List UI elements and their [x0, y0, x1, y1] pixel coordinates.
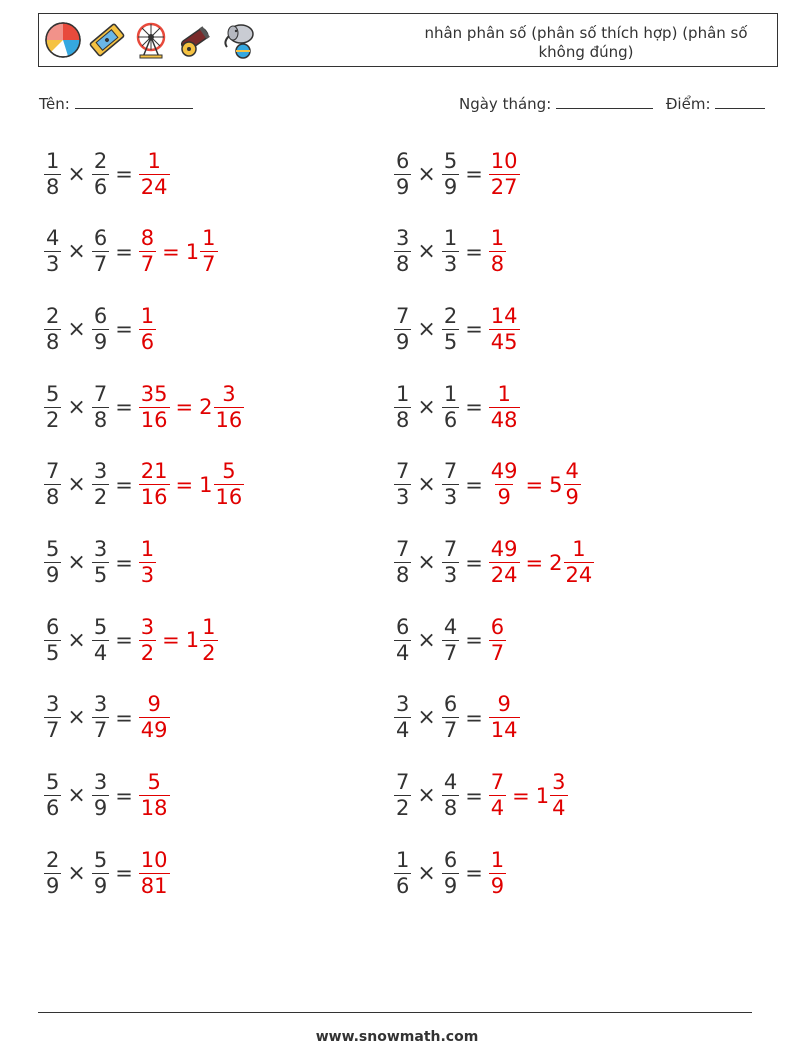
problem-item: [394, 375, 520, 439]
factor-b-numerator: 3: [93, 692, 108, 717]
answer-fraction: [139, 382, 170, 433]
problem-item: [44, 220, 218, 284]
answer-fraction-numerator: 14: [490, 303, 518, 328]
mixed-whole: 1: [199, 472, 213, 497]
mixed-fraction-denominator: 24: [565, 563, 593, 587]
answer-fraction-numerator: 8: [140, 226, 155, 251]
factor-b: [92, 615, 109, 666]
factor-b-denominator: 9: [93, 873, 108, 898]
factor-a: [44, 149, 61, 200]
equals-sign-mixed: =: [162, 628, 180, 653]
factor-b-denominator: 3: [443, 563, 458, 587]
times-sign: ×: [67, 239, 86, 265]
answer-fraction-numerator: 1: [147, 148, 161, 173]
answer-fraction-denominator: 3: [140, 563, 155, 587]
factor-a-numerator: 5: [46, 381, 60, 406]
factor-a-denominator: 8: [396, 563, 410, 587]
answer-fraction-denominator: 14: [490, 718, 518, 743]
mixed-fraction: [564, 459, 581, 510]
factor-b-denominator: 4: [93, 640, 108, 665]
factor-a-numerator: 1: [396, 381, 410, 406]
answer-fraction-denominator: 48: [490, 407, 518, 432]
factor-b-denominator: 7: [443, 718, 458, 743]
factor-a: [394, 382, 411, 433]
factor-b: [92, 848, 109, 899]
mixed-fraction-denominator: 9: [565, 485, 579, 510]
answer-fraction-numerator: 10: [490, 148, 518, 173]
equals-sign-mixed: =: [175, 472, 194, 497]
mixed-fraction-numerator: 4: [565, 459, 579, 484]
problem-item: [44, 764, 170, 828]
factor-a: [394, 537, 411, 588]
equals-sign-mixed: =: [525, 550, 544, 575]
equals-sign-mixed: =: [175, 395, 194, 420]
mixed-whole: 1: [535, 783, 550, 808]
equals-sign: =: [465, 395, 483, 420]
mixed-fraction: [564, 537, 595, 588]
factor-b-numerator: 3: [93, 770, 108, 795]
factor-a-denominator: 6: [46, 796, 60, 821]
answer-fraction: [139, 770, 170, 821]
factor-b-denominator: 5: [93, 563, 108, 587]
answer-fraction: [139, 848, 170, 899]
answer-fraction-numerator: 1: [140, 537, 155, 561]
answer-fraction: [489, 149, 520, 200]
equals-sign: =: [115, 705, 133, 730]
factor-a: [44, 304, 61, 355]
factor-b-numerator: 6: [443, 692, 458, 717]
answer-fraction: [139, 149, 170, 200]
factor-a-denominator: 8: [46, 485, 60, 510]
mixed-whole: 5: [549, 472, 563, 497]
factor-b-numerator: 5: [443, 148, 458, 173]
answer-fraction: [489, 848, 506, 899]
answer-fraction-denominator: 7: [140, 252, 155, 277]
factor-b-numerator: 7: [443, 537, 458, 561]
equals-sign-mixed: =: [162, 239, 180, 264]
factor-a-denominator: 8: [396, 252, 410, 277]
answer-fraction: [139, 537, 156, 588]
factor-a-denominator: 8: [396, 407, 410, 432]
times-sign: ×: [417, 860, 436, 886]
factor-b: [442, 304, 459, 355]
answer-fraction-numerator: 49: [490, 459, 518, 484]
factor-b-numerator: 3: [93, 537, 108, 561]
factor-a: [44, 226, 61, 277]
times-sign: ×: [417, 316, 436, 342]
factor-b-denominator: 3: [443, 252, 458, 277]
factor-a: [44, 692, 61, 743]
factor-a-numerator: 6: [46, 614, 60, 639]
equals-sign: =: [115, 628, 133, 653]
answer-fraction-numerator: 1: [140, 303, 155, 328]
factor-a-denominator: 8: [46, 329, 60, 354]
factor-b-numerator: 6: [443, 847, 458, 872]
factor-b-numerator: 6: [93, 303, 108, 328]
factor-a: [394, 149, 411, 200]
factor-a-numerator: 7: [396, 770, 410, 795]
worksheet-title: nhân phân số (phân số thích hợp) (phân số không đúng): [424, 24, 748, 61]
times-sign: ×: [417, 161, 436, 187]
answer-fraction-numerator: 21: [140, 459, 168, 484]
factor-a-numerator: 7: [396, 459, 410, 484]
equals-sign: =: [465, 550, 483, 575]
factor-a-denominator: 2: [46, 407, 60, 432]
factor-b-numerator: 1: [443, 381, 458, 406]
answer-fraction-numerator: 5: [147, 770, 161, 795]
times-sign: ×: [67, 316, 86, 342]
problem-item: [394, 297, 520, 361]
factor-a: [44, 537, 61, 588]
factor-b: [442, 692, 459, 743]
problem-item: [394, 841, 506, 905]
factor-a-numerator: 3: [396, 226, 410, 251]
answer-fraction-denominator: 7: [490, 640, 505, 665]
answer-fraction-numerator: 7: [490, 770, 505, 795]
factor-a-denominator: 3: [46, 252, 60, 277]
equals-sign: =: [465, 705, 483, 730]
times-sign: ×: [67, 550, 86, 575]
answer-fraction-denominator: 8: [490, 252, 505, 277]
mixed-fraction: [214, 459, 245, 510]
answer-fraction-denominator: 27: [490, 174, 518, 199]
factor-b-denominator: 9: [93, 329, 108, 354]
name-label: Tên:: [39, 95, 70, 113]
equals-sign: =: [115, 317, 133, 342]
mixed-fraction-denominator: 7: [202, 252, 216, 277]
factor-b-denominator: 7: [443, 640, 458, 665]
answer-fraction-denominator: 18: [140, 796, 168, 821]
factor-b-denominator: 3: [443, 485, 458, 510]
factor-b: [442, 149, 459, 200]
problem-item: [394, 453, 581, 517]
answer-fraction-denominator: 9: [497, 485, 511, 510]
factor-b-numerator: 7: [93, 381, 108, 406]
factor-a-numerator: 1: [396, 847, 410, 872]
answer-fraction-denominator: 2: [140, 640, 155, 665]
factor-a-denominator: 8: [46, 174, 60, 199]
answer-fraction-denominator: 45: [490, 329, 518, 354]
factor-a-denominator: 2: [396, 796, 410, 821]
factor-b: [442, 459, 459, 510]
mixed-fraction-numerator: 1: [202, 614, 216, 639]
times-sign: ×: [417, 472, 436, 498]
factor-b: [92, 692, 109, 743]
mixed-fraction-denominator: 16: [215, 485, 243, 510]
footer-divider: [38, 1012, 752, 1013]
times-sign: ×: [417, 394, 436, 420]
equals-sign: =: [115, 861, 133, 886]
factor-a-numerator: 7: [396, 303, 410, 328]
factor-b-numerator: 5: [93, 614, 108, 639]
equals-sign-mixed: =: [512, 783, 530, 808]
answer-fraction-numerator: 9: [497, 692, 511, 717]
equals-sign: =: [115, 550, 133, 575]
factor-b: [92, 459, 109, 510]
factor-a-numerator: 6: [396, 148, 410, 173]
problem-item: [394, 608, 506, 672]
factor-b-denominator: 8: [93, 407, 108, 432]
factor-b-numerator: 4: [443, 770, 458, 795]
mixed-fraction-denominator: 2: [202, 640, 216, 665]
answer-fraction-denominator: 9: [490, 873, 505, 898]
equals-sign: =: [115, 472, 133, 497]
answer-fraction-denominator: 24: [140, 174, 168, 199]
times-sign: ×: [67, 783, 86, 809]
answer-fraction-numerator: 6: [490, 614, 505, 639]
factor-a: [44, 770, 61, 821]
answer-fraction: [139, 459, 170, 510]
answer-fraction-denominator: 16: [140, 407, 168, 432]
times-sign: ×: [417, 705, 436, 731]
factor-b-denominator: 6: [443, 407, 458, 432]
factor-a-denominator: 4: [396, 718, 410, 743]
problem-item: [44, 142, 170, 206]
problem-item: [44, 297, 156, 361]
factor-a-denominator: 5: [46, 640, 60, 665]
answer-fraction-numerator: 1: [490, 847, 505, 872]
footer-website: www.snowmath.com: [315, 1029, 479, 1045]
answer-fraction-denominator: 6: [140, 329, 155, 354]
factor-b-numerator: 5: [93, 847, 108, 872]
mixed-fraction-numerator: 3: [552, 770, 566, 795]
times-sign: ×: [417, 239, 436, 265]
factor-b: [442, 848, 459, 899]
answer-fraction-numerator: 1: [490, 226, 505, 251]
factor-a-numerator: 5: [46, 537, 60, 561]
mixed-fraction: [214, 382, 245, 433]
score-label: Điểm:: [665, 95, 711, 113]
problem-item: [394, 764, 568, 828]
factor-a: [44, 459, 61, 510]
problem-item: [44, 686, 170, 750]
mixed-whole: 2: [549, 550, 563, 575]
answer-fraction-numerator: 3: [140, 614, 155, 639]
answer-fraction-denominator: 4: [490, 796, 505, 821]
answer-fraction-numerator: 49: [490, 537, 518, 561]
equals-sign: =: [465, 861, 483, 886]
factor-b: [92, 304, 109, 355]
equals-sign: =: [115, 239, 133, 264]
problem-item: [394, 531, 594, 595]
equals-sign: =: [465, 317, 483, 342]
mixed-fraction-denominator: 16: [215, 407, 243, 432]
factor-a-denominator: 4: [396, 640, 410, 665]
factor-a-denominator: 3: [396, 485, 410, 510]
equals-sign: =: [465, 162, 483, 186]
factor-a: [394, 770, 411, 821]
factor-b-denominator: 2: [93, 485, 108, 510]
factor-a: [394, 615, 411, 666]
factor-b: [92, 149, 109, 200]
answer-fraction: [139, 226, 156, 277]
times-sign: ×: [417, 627, 436, 653]
factor-a: [394, 459, 411, 510]
factor-a: [394, 226, 411, 277]
equals-sign: =: [465, 783, 483, 808]
factor-b: [442, 226, 459, 277]
factor-a-numerator: 3: [396, 692, 410, 717]
mixed-whole: 1: [185, 628, 200, 653]
times-sign: ×: [67, 705, 86, 731]
mixed-fraction-numerator: 1: [572, 537, 586, 561]
answer-fraction: [489, 382, 520, 433]
answer-fraction-denominator: 81: [140, 873, 168, 898]
factor-b: [92, 382, 109, 433]
answer-fraction-denominator: 16: [140, 485, 168, 510]
factor-a: [394, 304, 411, 355]
answer-fraction: [489, 537, 520, 588]
equals-sign-mixed: =: [525, 472, 544, 497]
mixed-fraction-denominator: 4: [552, 796, 566, 821]
answer-fraction: [139, 304, 156, 355]
factor-a: [44, 615, 61, 666]
factor-a-numerator: 1: [46, 148, 60, 173]
factor-b-denominator: 9: [443, 873, 458, 898]
factor-a-numerator: 4: [46, 226, 60, 251]
problem-item: [44, 841, 170, 905]
factor-b-numerator: 3: [93, 459, 108, 484]
date-label: Ngày tháng:: [459, 95, 552, 113]
equals-sign: =: [465, 472, 483, 497]
mixed-whole: 1: [185, 239, 200, 264]
times-sign: ×: [67, 627, 86, 653]
answer-fraction-numerator: 9: [147, 692, 161, 717]
factor-a: [394, 692, 411, 743]
equals-sign: =: [115, 783, 133, 808]
equals-sign: =: [115, 162, 133, 186]
times-sign: ×: [67, 394, 86, 420]
factor-b-denominator: 6: [93, 174, 108, 199]
answer-fraction: [489, 692, 520, 743]
answer-fraction-denominator: 49: [140, 718, 168, 743]
factor-b-numerator: 2: [93, 148, 108, 173]
problem-item: [44, 531, 156, 595]
problem-item: [394, 142, 520, 206]
answer-fraction-numerator: 35: [140, 381, 168, 406]
problem-item: [394, 220, 506, 284]
answer-fraction-denominator: 24: [490, 563, 518, 587]
answer-fraction: [489, 615, 506, 666]
factor-b: [442, 770, 459, 821]
factor-b-numerator: 7: [443, 459, 458, 484]
factor-b: [442, 537, 459, 588]
answer-fraction: [139, 615, 156, 666]
factor-a-numerator: 5: [46, 770, 60, 795]
factor-a: [44, 848, 61, 899]
answer-fraction: [489, 770, 506, 821]
factor-a-denominator: 9: [396, 174, 410, 199]
answer-fraction-numerator: 1: [497, 381, 511, 406]
times-sign: ×: [67, 472, 86, 498]
problem-item: [394, 686, 520, 750]
factor-a-denominator: 7: [46, 718, 60, 743]
factor-a-denominator: 6: [396, 873, 410, 898]
factor-b: [92, 226, 109, 277]
factor-b: [442, 615, 459, 666]
equals-sign: =: [115, 395, 133, 420]
factor-b-denominator: 7: [93, 252, 108, 277]
mixed-fraction-numerator: 3: [222, 381, 236, 406]
factor-a-numerator: 6: [396, 614, 410, 639]
factor-b-numerator: 1: [443, 226, 458, 251]
factor-b-numerator: 4: [443, 614, 458, 639]
factor-a: [44, 382, 61, 433]
times-sign: ×: [417, 550, 436, 575]
factor-b-denominator: 8: [443, 796, 458, 821]
factor-a-denominator: 9: [396, 329, 410, 354]
factor-b-numerator: 6: [93, 226, 108, 251]
factor-a: [394, 848, 411, 899]
factor-b: [92, 537, 109, 588]
factor-a-denominator: 9: [46, 873, 60, 898]
factor-b-denominator: 5: [443, 329, 458, 354]
factor-b-denominator: 9: [443, 174, 458, 199]
times-sign: ×: [67, 860, 86, 886]
factor-a-numerator: 7: [46, 459, 60, 484]
factor-b: [442, 382, 459, 433]
factor-b-denominator: 7: [93, 718, 108, 743]
factor-b-numerator: 2: [443, 303, 458, 328]
factor-a-numerator: 2: [46, 303, 60, 328]
answer-fraction: [489, 459, 520, 510]
equals-sign: =: [465, 239, 483, 264]
equals-sign: =: [465, 628, 483, 653]
problem-item: [44, 453, 244, 517]
factor-a-numerator: 3: [46, 692, 60, 717]
times-sign: ×: [417, 783, 436, 809]
mixed-whole: 2: [199, 395, 213, 420]
answer-fraction: [489, 304, 520, 355]
problem-item: [44, 608, 218, 672]
mixed-fraction: [200, 226, 217, 277]
mixed-fraction: [200, 615, 217, 666]
factor-a-numerator: 7: [396, 537, 410, 561]
factor-b-denominator: 9: [93, 796, 108, 821]
mixed-fraction-numerator: 1: [202, 226, 216, 251]
factor-a-denominator: 9: [46, 563, 60, 587]
answer-fraction-numerator: 10: [140, 847, 168, 872]
factor-b: [92, 770, 109, 821]
mixed-fraction: [550, 770, 567, 821]
problem-item: [44, 375, 244, 439]
answer-fraction: [489, 226, 506, 277]
answer-fraction: [139, 692, 170, 743]
mixed-fraction-numerator: 5: [222, 459, 236, 484]
times-sign: ×: [67, 161, 86, 187]
factor-a-numerator: 2: [46, 847, 60, 872]
